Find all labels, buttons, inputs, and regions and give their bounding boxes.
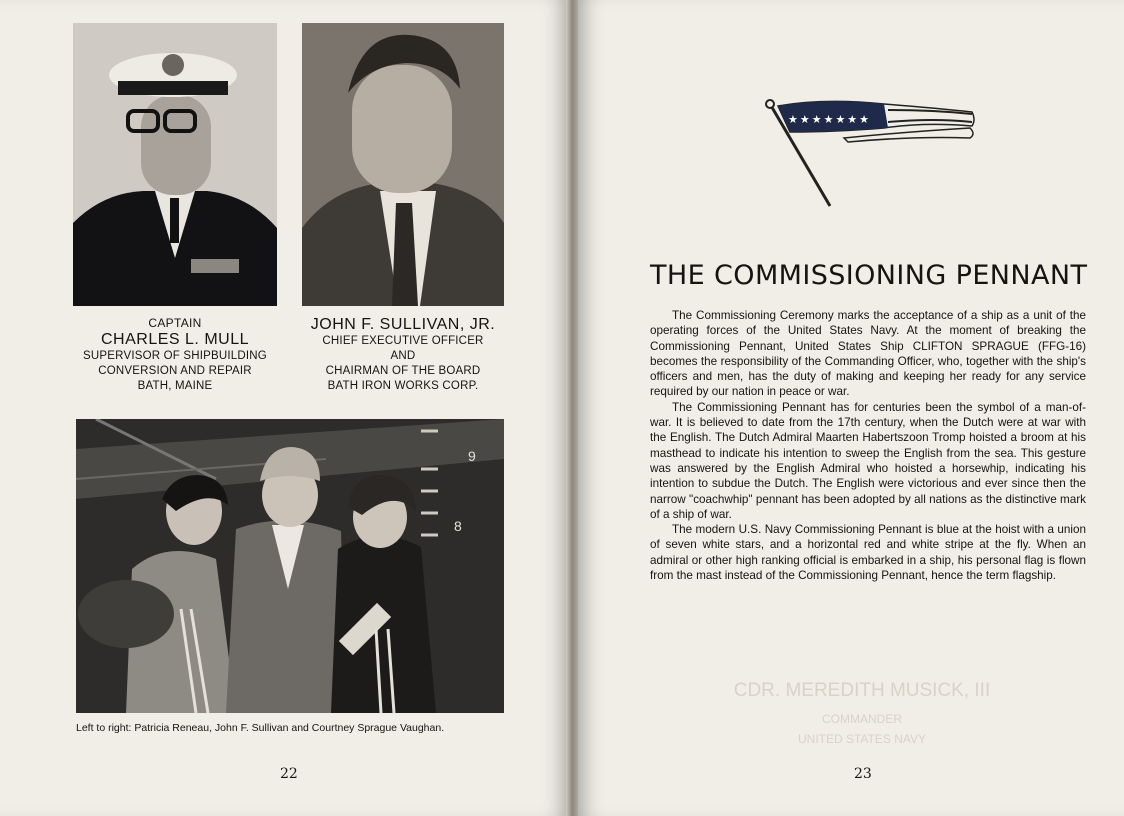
rank-label: CAPTAIN	[148, 316, 202, 330]
hull-draft-mark: 9	[468, 448, 476, 464]
caption-sullivan	[302, 316, 504, 394]
paragraph: The Commissioning Ceremony marks the acceptance of a ship as a unit of the operating forces of the United States Navy. At the moment of breaking the Commissioning Pennant, United States Ship CLIFTON SPRAGUE (FFG-16) becomes the responsibility of the Commanding Officer, who, together with the ship's officers and men, has the duty of making and keeping her ready for any service required by our nation in peace or war.	[650, 309, 1086, 399]
bleed-through-text: UNITED STATES NAVY	[797, 732, 926, 746]
title-line: SUPERVISOR OF SHIPBUILDING	[83, 350, 267, 362]
bleed-through-text: COMMANDER	[822, 712, 902, 726]
title-line: BATH IRON WORKS CORP.	[327, 380, 479, 392]
page-number: 23	[854, 766, 872, 782]
title-line: BATH, MAINE	[137, 380, 213, 392]
paragraph: The modern U.S. Navy Commissioning Pennant is blue at the hoist with a union of seven white stars, and a horizontal red and white stripe at the fly. When an admiral or other high ranking official is embarked in a ship, his personal flag is flown from the mast instead of the Commissioning Pennant, hence the term flagship.	[650, 523, 1086, 583]
title-line: CHIEF EXECUTIVE OFFICER	[322, 335, 484, 347]
page-number: 22	[280, 766, 298, 782]
pennant-stars: ★★★★★★★	[788, 113, 872, 126]
portrait-photo-mull	[73, 23, 277, 306]
group-photo-caption: Left to right: Patricia Reneau, John F. Sullivan and Courtney Sprague Vaughan.	[76, 722, 445, 734]
paragraph: The Commissioning Pennant has for centuries been the symbol of a man-of-war. It is believed to date from the 17th century, when the Dutch were at war with the English. The Dutch Admiral Maarten Habertszoon Tromp hoisted a broom at his masthead to indicate his intention to sweep the English from the sea. This gesture was answered by the English Admiral who hoisted a horsewhip, indicating his intention to subdue the Dutch. The English were victorious and ever since then the narrow "coachwhip" pennant has been adopted by all nations as the distinctive mark of a ship of war.	[650, 400, 1086, 521]
page-heading: THE COMMISSIONING PENNANT	[650, 260, 1088, 292]
caption-mull	[73, 316, 277, 394]
group-photo	[76, 419, 504, 713]
article-body	[650, 308, 1086, 583]
commissioning-pennant-illustration	[764, 98, 980, 214]
title-line: AND	[390, 350, 416, 362]
person-name: JOHN F. SULLIVAN, JR.	[310, 316, 496, 333]
title-line: CHAIRMAN OF THE BOARD	[325, 365, 481, 377]
portrait-photo-sullivan	[302, 23, 504, 306]
bleed-through-text: CDR. MEREDITH MUSICK, III	[733, 680, 991, 701]
hull-draft-mark: 8	[454, 518, 462, 534]
title-line: CONVERSION AND REPAIR	[98, 365, 252, 377]
person-name: CHARLES L. MULL	[101, 331, 249, 348]
